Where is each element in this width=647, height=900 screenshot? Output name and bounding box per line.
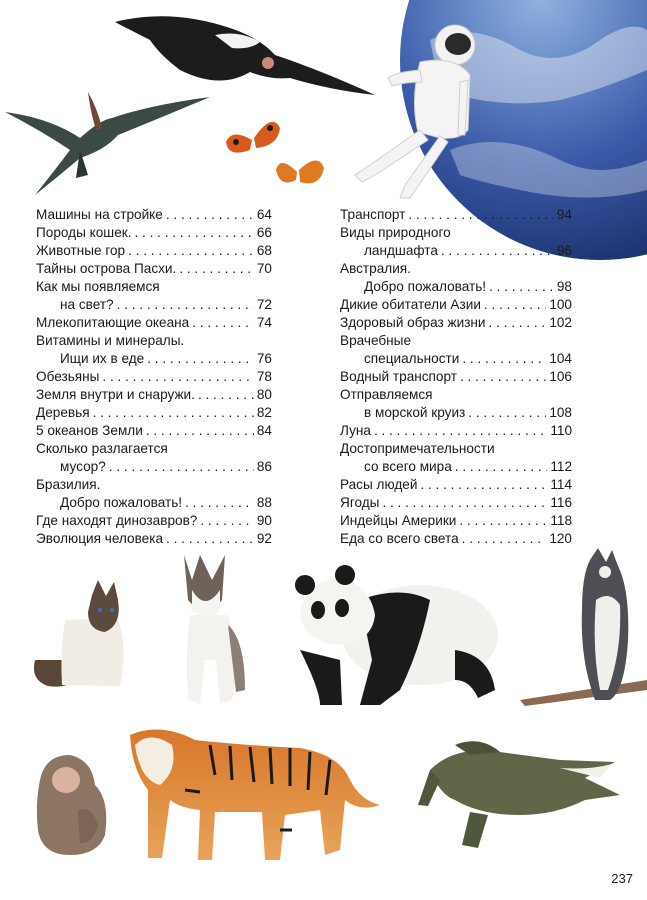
toc-entry[interactable]: Транспорт . . . 94 [340, 206, 572, 224]
toc-entry[interactable]: Луна . . . 110 [340, 422, 572, 440]
toc-right-column [340, 206, 572, 548]
panda-icon [295, 565, 498, 705]
tiger-icon [130, 730, 380, 860]
condor-icon [115, 16, 375, 95]
toc-entry[interactable]: Здоровый образ жизни . . . 102 [340, 314, 572, 332]
toc-entry[interactable]: Земля внутри и снаружи. . . . 80 [36, 386, 272, 404]
page-number: 237 [611, 871, 633, 886]
cat-icon [34, 580, 124, 687]
toc-entry[interactable]: Индейцы Америки . . . 118 [340, 512, 572, 530]
toc-entry[interactable]: Витамины и минералы. Ищи их в еде . . . 76 [36, 332, 272, 368]
toc-entry[interactable]: 5 океанов Земли . . . 84 [36, 422, 272, 440]
toc-entry[interactable]: Достопримечательности со всего мира . . . 112 [340, 440, 572, 476]
toc-entry[interactable]: Деревья . . . 82 [36, 404, 272, 422]
toc-entry[interactable]: Тайны острова Пасхи. . . . 70 [36, 260, 272, 278]
toc-entry[interactable]: Обезьяны . . . 78 [36, 368, 272, 386]
toc-left-column [36, 206, 272, 548]
macaque-icon [37, 755, 106, 855]
harpy-eagle-icon [520, 548, 647, 706]
toc-entry[interactable]: Водный транспорт . . . 106 [340, 368, 572, 386]
toc-entry[interactable]: Врачебные специальности . . . 104 [340, 332, 572, 368]
husky-puppy-icon [184, 555, 245, 704]
toc-entry[interactable]: Виды природного ландшафта . . . 96 [340, 224, 572, 260]
toc-entry[interactable]: Расы людей . . . 114 [340, 476, 572, 494]
toc-entry[interactable]: Эволюция человека . . . 92 [36, 530, 272, 548]
toc-entry[interactable]: Как мы появляемся на свет? . . . 72 [36, 278, 272, 314]
toc-entry[interactable]: Ягоды . . . 116 [340, 494, 572, 512]
toc-entry[interactable]: Породы кошек. . . . 66 [36, 224, 272, 242]
toc-entry[interactable]: Бразилия. Добро пожаловать! . . . 88 [36, 476, 272, 512]
crocodile-icon [418, 741, 620, 848]
toc-entry[interactable]: Животные гор . . . 68 [36, 242, 272, 260]
toc-entry[interactable]: Машины на стройке . . . 64 [36, 206, 272, 224]
pterosaur-icon [5, 92, 210, 195]
toc-entry[interactable]: Где находят динозавров? . . . 90 [36, 512, 272, 530]
toc-entry[interactable]: Сколько разлагается мусор? . . . 86 [36, 440, 272, 476]
toc-entry[interactable]: Австралия. Добро пожаловать! . . . 98 [340, 260, 572, 296]
toc-entry[interactable]: Еда со всего света . . . 120 [340, 530, 572, 548]
toc-entry[interactable]: Дикие обитатели Азии . . . 100 [340, 296, 572, 314]
butterfly-icon [226, 122, 324, 183]
toc-entry[interactable]: Отправляемся в морской круиз . . . 108 [340, 386, 572, 422]
toc-entry[interactable]: Млекопитающие океана . . . 74 [36, 314, 272, 332]
